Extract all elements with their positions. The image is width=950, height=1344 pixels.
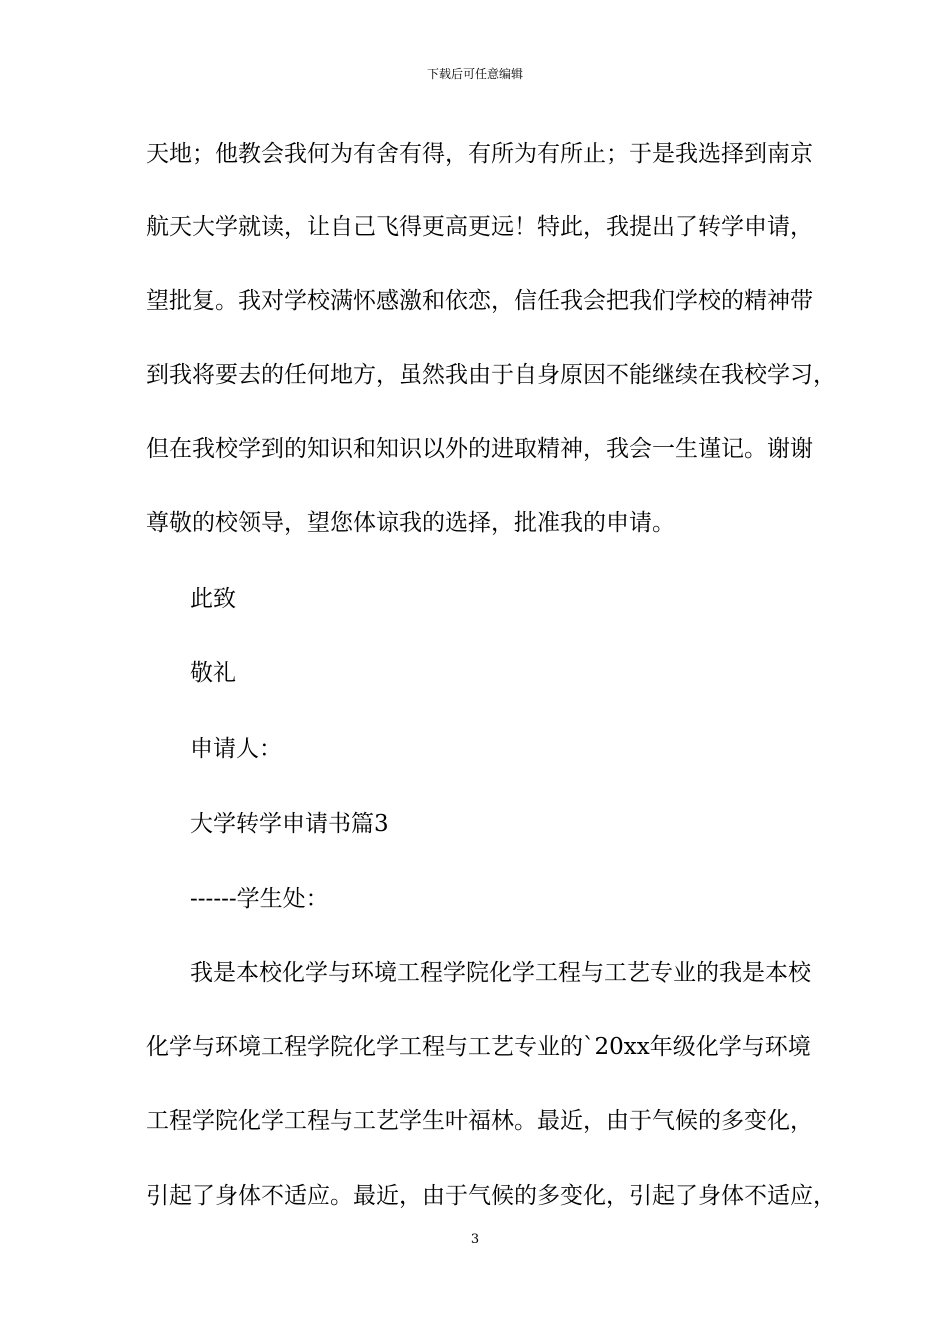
body-line: 航天大学就读，让自己飞得更高更远！特此，我提出了转学申请，: [146, 214, 813, 240]
closing-salutation: 此致: [190, 586, 236, 612]
page-header-note: 下载后可任意编辑: [426, 67, 523, 81]
body-line: 我是本校化学与环境工程学院化学工程与工艺专业的我是本校: [190, 960, 811, 986]
body-line: 天地；他教会我何为有舍有得，有所为有所止；于是我选择到南京: [146, 141, 813, 167]
body-line: 工程学院化学工程与工艺学生叶福林。最近，由于气候的多变化，: [146, 1108, 813, 1134]
applicant-label: 申请人：: [190, 736, 282, 762]
body-line: 到我将要去的任何地方，虽然我由于自身原因不能继续在我校学习，: [146, 362, 836, 388]
body-line: 引起了身体不适应。最近，由于气候的多变化，引起了身体不适应，: [146, 1183, 836, 1209]
page-number: 3: [470, 1232, 480, 1247]
body-line: 但在我校学到的知识和知识以外的进取精神，我会一生谨记。谢谢: [146, 436, 813, 462]
body-line: 尊敬的校领导，望您体谅我的选择，批准我的申请。: [146, 510, 675, 536]
recipient-line: ------学生处：: [190, 886, 329, 912]
closing-regards: 敬礼: [190, 660, 236, 686]
body-line: 望批复。我对学校满怀感激和依恋，信任我会把我们学校的精神带: [146, 288, 813, 314]
section-title: 大学转学申请书篇3: [190, 811, 389, 837]
body-line: 化学与环境工程学院化学工程与工艺专业的`20xx年级化学与环境: [146, 1034, 811, 1060]
